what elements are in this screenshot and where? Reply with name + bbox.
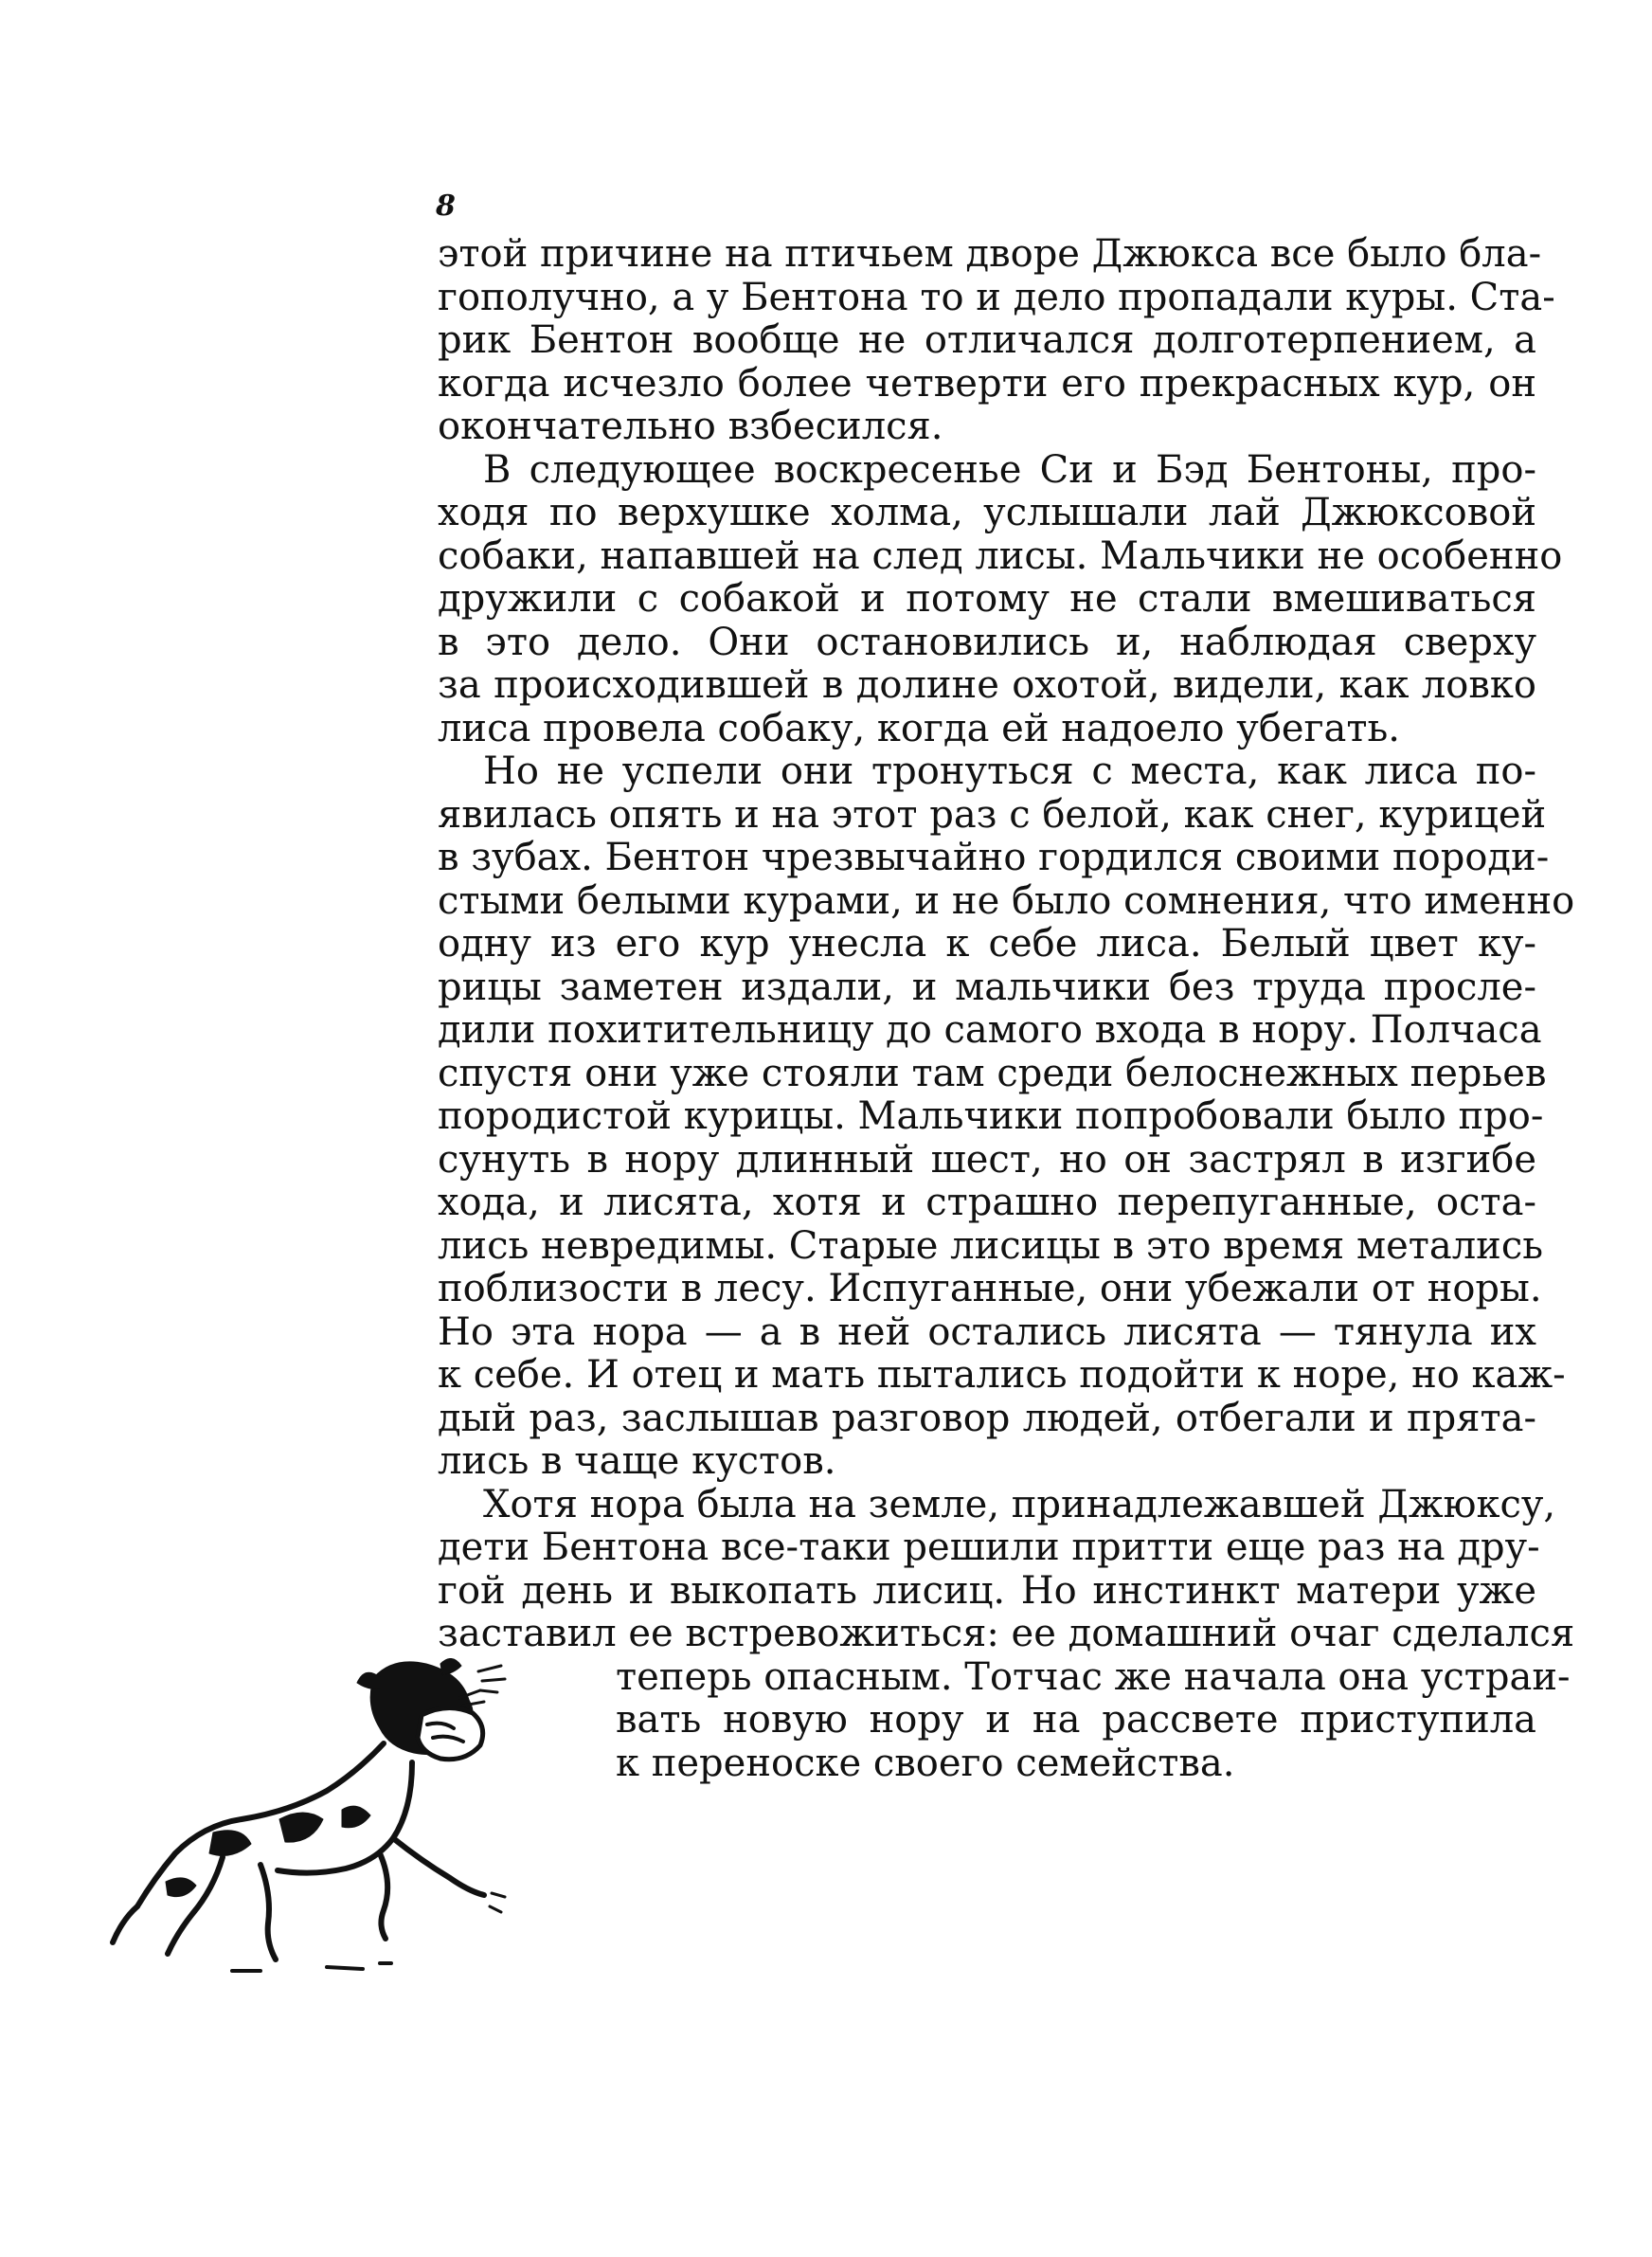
text-column xyxy=(438,232,1575,1785)
text-line: в это дело. Они остановились и, наблюдая сверху xyxy=(438,620,1536,664)
text-line: когда исчезло более четверти его прекрасных кур, он xyxy=(438,361,1536,406)
text-line: гополучно, а у Бентона то и дело пропадали куры. Ста- xyxy=(438,275,1555,319)
text-line: лиса провела собаку, когда ей надоело убегать. xyxy=(438,706,1401,750)
text-line: В следующее воскресенье Си и Бэд Бентоны, про- xyxy=(483,447,1536,492)
text-line: к переноске своего семейства. xyxy=(616,1741,1235,1785)
text-line: рицы заметен издали, и мальчики без труда просле- xyxy=(438,965,1536,1009)
text-line: сунуть в нору длинный шест, но он застрял в изгибе xyxy=(438,1137,1536,1182)
text-line: собаки, напавшей на след лисы. Мальчики не особенно xyxy=(438,533,1563,578)
text-line: Хотя нора была на земле, принадлежавшей Джюксу, xyxy=(483,1482,1556,1526)
text-line: Но эта нора — а в ней остались лисята — тянула их xyxy=(438,1309,1536,1354)
text-line: заставил ее встревожиться: ее домашний очаг сделался xyxy=(438,1612,1575,1655)
text-line: хода, и лисята, хотя и страшно перепуганные, оста- xyxy=(438,1181,1536,1224)
text-line: вать новую нору и на рассвете приступила xyxy=(616,1698,1536,1742)
dog-with-hen-icon xyxy=(109,1658,583,1980)
text-line: гой день и выкопать лисиц. Но инстинкт матери уже xyxy=(438,1568,1536,1613)
text-line: дружили с собакой и потому не стали вмешиваться xyxy=(438,577,1536,621)
text-line: дили похитительницу до самого входа в нору. Полчаса xyxy=(438,1008,1542,1052)
text-line: явилась опять и на этот раз с белой, как снег, курицей xyxy=(438,792,1547,837)
text-line: в зубах. Бентон чрезвычайно гордился своими породи- xyxy=(438,836,1550,879)
text-line: рик Бентон вообще не отличался долготерпением, а xyxy=(438,318,1536,362)
page-number: 8 xyxy=(436,190,456,223)
text-line: к себе. И отец и мать пытались подойти к норе, но каж- xyxy=(438,1353,1566,1397)
text-line: этой причине на птичьем дворе Джюкса все было бла- xyxy=(438,232,1542,276)
text-line: стыми белыми курами, и не было сомнения, что именно xyxy=(438,878,1575,923)
text-line: поблизости в лесу. Испуганные, они убежали от норы. xyxy=(438,1267,1542,1310)
text-line: спустя они уже стояли там среди белоснежных перьев xyxy=(438,1051,1547,1095)
text-line: окончательно взбесился. xyxy=(438,405,943,448)
text-line: Но не успели они тронуться с места, как лиса по- xyxy=(483,749,1536,793)
text-line: лись невредимы. Старые лисицы в это время метались xyxy=(438,1223,1544,1268)
text-line: за происходившей в долине охотой, видели, как ловко xyxy=(438,663,1536,707)
text-line: ходя по верхушке холма, услышали лай Джюксовой xyxy=(438,491,1536,534)
text-line: одну из его кур унесла к себе лиса. Белый цвет ку- xyxy=(438,922,1536,966)
text-line: лись в чаще кустов. xyxy=(438,1439,836,1483)
text-line: дети Бентона все-таки решили притти еще раз на дру- xyxy=(438,1526,1540,1569)
text-line: породистой курицы. Мальчики попробовали было про- xyxy=(438,1094,1544,1138)
text-line: дый раз, заслышав разговор людей, отбегали и прята- xyxy=(438,1396,1536,1440)
text-line: теперь опасным. Тотчас же начала она устраи- xyxy=(616,1654,1571,1699)
